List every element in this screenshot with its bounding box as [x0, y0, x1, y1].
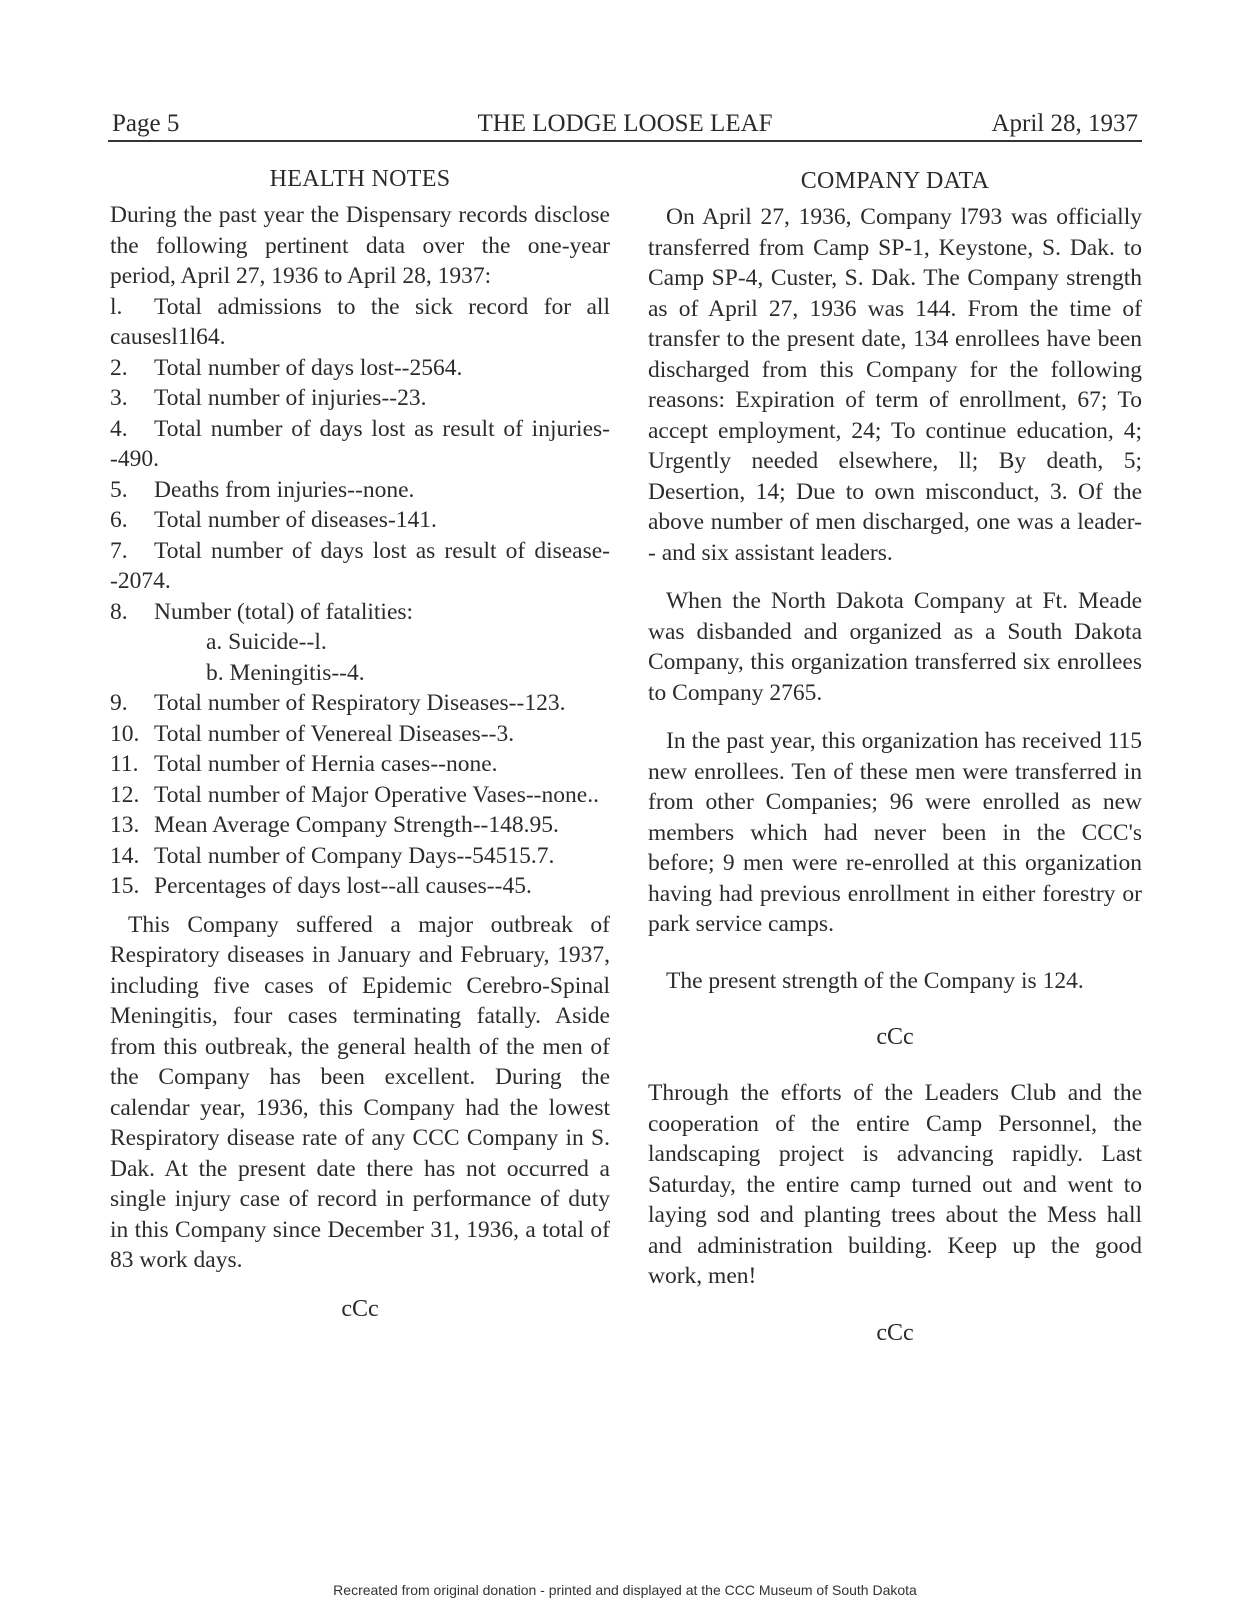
list-item: [110, 597, 610, 628]
item-text: Deaths from injuries--none.: [154, 476, 415, 503]
newsletter-title: THE LODGE LOOSE LEAF: [477, 110, 773, 137]
item-text: Mean Average Company Strength--148.95.: [154, 812, 559, 838]
item-text: Total number of Major Operative Vases--none..: [154, 781, 599, 808]
item-text: Total number of days lost--2564.: [154, 354, 463, 381]
list-item: [110, 719, 610, 750]
item-number: 5.: [110, 476, 128, 503]
list-item: [110, 749, 610, 780]
list-item: [110, 353, 610, 384]
section-separator: cCc: [341, 1295, 379, 1322]
page-number: Page 5: [112, 110, 180, 137]
item-text: Percentages of days lost--all causes--45.: [154, 873, 532, 899]
list-item: [110, 871, 610, 902]
item-text: Total number of Company Days--54515.7.: [154, 842, 555, 869]
health-intro: During the past year the Dispensary records disclose the following pertinent data over the one-year period, April 27, 1936 to April 28, 1937:: [110, 202, 610, 289]
item-number: 10.: [110, 720, 140, 747]
health-notes-column: [110, 164, 610, 1324]
item-number: 8.: [110, 598, 128, 625]
company-paragraph-enrollees: In the past year, this organization has received 115 new enrollees. Ten of these men were transferred in from other Companies; 96 were enrolled as new members which had never been in the CCC's before; 9 men were re-enrolled at this organization having had previous enrollment in either forestry or park service camps.: [648, 728, 1142, 937]
item-number: 9.: [110, 690, 128, 716]
item-text: Total number of Respiratory Diseases--123.: [154, 690, 566, 716]
issue-date: April 28, 1937: [991, 110, 1138, 137]
item-text: Number (total) of fatalities:: [154, 598, 414, 625]
list-subitem: b. Meningitis--4.: [206, 659, 365, 686]
health-notes-title: HEALTH NOTES: [269, 166, 451, 192]
company-paragraph-transfer: On April 27, 1936, Company l793 was officially transferred from Camp SP-1, Keystone, S. Dak. to Camp SP-4, Custer, S. Dak. The Company strength as of April 27, 1936 was 144. From the time of transfer to the present date, 134 enrollees have been discharged from this Company for the following reasons: Expiration of term of enrollment, 67; To accept employment, 24; To continue education, 4; Urgently needed elsewhere, ll; By death, 5; Desertion, 14; Due to own misconduct, 3. Of the above number of men discharged, one was a leader-- and six assistant leaders.: [648, 204, 1142, 566]
section-separator: cCc: [876, 1319, 914, 1346]
company-paragraph-landscaping: Through the efforts of the Leaders Club and the cooperation of the entire Camp Personnel, the landscaping project is advancing rapidly. Last Saturday, the entire camp turned out and went to laying sod and planting trees about the Mess hall and administration building. Keep up the good work, men!: [648, 1080, 1142, 1289]
item-text: Total number of diseases-141.: [154, 507, 437, 533]
item-text: Total number of Venereal Diseases--3.: [154, 720, 515, 747]
item-number: l.: [110, 293, 123, 320]
item-number: 7.: [110, 537, 128, 564]
item-number: 4.: [110, 415, 128, 442]
company-paragraph-north-dakota: When the North Dakota Company at Ft. Meade was disbanded and organized as a South Dakota Company, this organization transferred six enrollees to Company 2765.: [648, 588, 1142, 706]
item-text: Total number of Hernia cases--none.: [154, 751, 498, 777]
list-item: [110, 414, 610, 475]
item-text: Total number of injuries--23.: [154, 385, 427, 411]
company-data-title: COMPANY DATA: [800, 168, 990, 194]
item-number: 2.: [110, 354, 128, 381]
list-item: [110, 841, 610, 872]
item-number: 14.: [110, 842, 140, 869]
list-item: [110, 536, 610, 597]
health-closing-paragraph: This Company suffered a major outbreak of Respiratory diseases in January and February, 1937, including five cases of Epidemic Cerebro-Spinal Meningitis, four cases terminating fatally. Aside from this outbreak, the general health of the men of the Company has been excellent. During the calendar year, 1936, this Company had the lowest Respiratory disease rate of any CCC Company in S. Dak. At the present date there has not occurred a single injury case of record in performance of duty in this Company since December 31, 1936, a total of 83 work days.: [110, 911, 610, 1273]
company-paragraph-strength: The present strength of the Company is 124.: [666, 967, 1084, 994]
item-number: 15.: [110, 873, 140, 899]
health-stats-list: [110, 292, 610, 902]
list-item: [110, 688, 610, 719]
list-item: [110, 383, 610, 414]
item-text: Total number of days lost as result of injuries--490.: [110, 415, 610, 472]
list-item: [110, 810, 610, 841]
item-number: 13.: [110, 812, 140, 838]
company-data-column: [648, 166, 1142, 1348]
list-item: [110, 292, 610, 353]
list-subitem: a. Suicide--l.: [206, 629, 327, 655]
page-header: [108, 108, 1142, 142]
item-text: Total admissions to the sick record for all causesl1l64.: [110, 293, 610, 350]
item-text: Total number of days lost as result of disease--2074.: [110, 537, 610, 594]
item-number: 3.: [110, 385, 128, 411]
list-item: [110, 475, 610, 506]
item-number: 12.: [110, 781, 140, 808]
list-item: [110, 505, 610, 536]
museum-footer-note: Recreated from original donation - printed and displayed at the CCC Museum of South Dakota: [333, 1582, 917, 1598]
item-number: 11.: [110, 751, 139, 777]
item-number: 6.: [110, 507, 128, 533]
list-item: [110, 780, 610, 811]
section-separator: cCc: [876, 1024, 914, 1050]
